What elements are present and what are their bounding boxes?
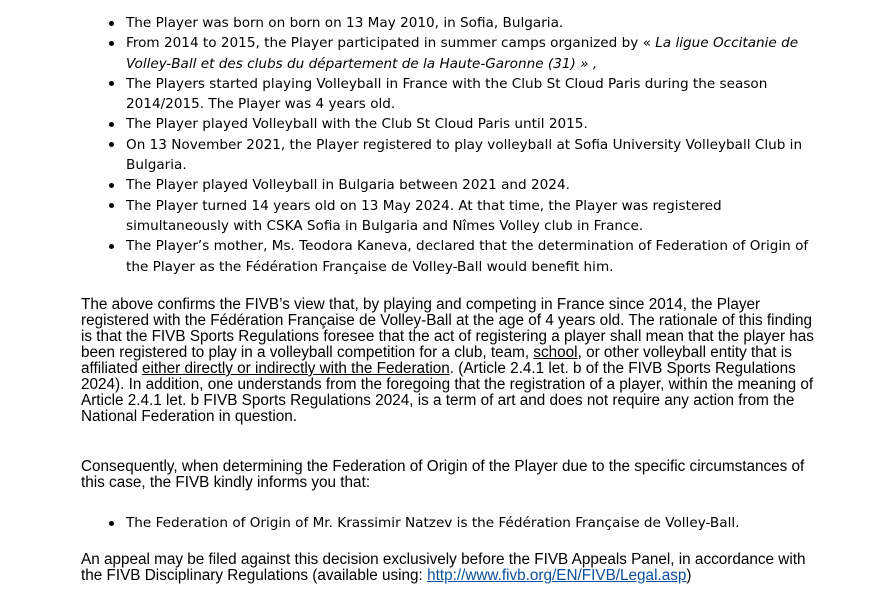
rationale-text: The above confirms the FIVB’s view that, by playing and competing in France since 2014, the Player registered with the Fédération Française de Volley-Ball at the age of 4 years old. The rationale of this finding is that the FIVB Sports Regulations foresee that the act of registering a player shall mean that the player has been registered to play in a volleyball competition for a club, team,: [81, 296, 814, 361]
rationale-text: , or other volleyball entity that is affiliated: [81, 344, 792, 377]
rationale-text: . (Article 2.4.1 let. b of the FIVB Sports Regulations 2024). In addition, one understands from the foregoing that the registration of a player, within the meaning of Article 2.4.1 let. b FIVB Sports Regulations 2024, is a term of art and does not require any action from the National Federation in question.: [81, 360, 814, 425]
school-underlined: school: [533, 344, 578, 361]
rationale-paragraph: [81, 297, 821, 425]
appeal-text: An appeal may be filed against this decision exclusively before the FIVB Appeals Panel, in accordance with the FIVB Disciplinary Regulations (available using:: [81, 551, 806, 584]
fact-item: The Players started playing Volleyball in France with the Club St Cloud Paris during the season 2014/2015. The Player was 4 years old.: [126, 74, 826, 115]
fact-item: On 13 November 2021, the Player registered to play volleyball at Sofia University Volleyball Club in Bulgaria.: [126, 135, 826, 176]
federation-underlined: either directly or indirectly with the Federation: [141, 360, 450, 377]
facts-list: [126, 13, 826, 277]
appeal-paragraph: [81, 552, 821, 584]
regulations-link[interactable]: http://www.fivb.org/EN/FIVB/Legal.asp: [427, 567, 687, 584]
appeal-tail: ): [686, 567, 692, 584]
fact-item: The Player was born on born on 13 May 2010, in Sofia, Bulgaria.: [126, 13, 826, 33]
decision-item: The Federation of Origin of Mr. Krassimir Natzev is the Fédération Française de Volley-Ball.: [126, 513, 826, 533]
conclusion-paragraph: Consequently, when determining the Federation of Origin of the Player due to the specific circumstances of this case, the FIVB kindly informs you that:: [81, 458, 805, 491]
fact-item: The Player turned 14 years old on 13 May 2024. At that time, the Player was registered simultaneously with CSKA Sofia in Bulgaria and Nîmes Volley club in France.: [126, 196, 826, 237]
fact-italic-text: La ligue Occitanie de Volley-Ball et des clubs du département de la Haute-Garonne (31) » ,: [126, 35, 799, 72]
fact-item: [126, 33, 826, 74]
fact-item: The Player played Volleyball in Bulgaria between 2021 and 2024.: [126, 175, 826, 195]
fact-item: The Player played Volleyball with the Club St Cloud Paris until 2015.: [126, 114, 826, 134]
fact-text: From 2014 to 2015, the Player participated in summer camps organized by «: [126, 35, 656, 52]
decision-list: [126, 513, 826, 533]
fact-item: The Player’s mother, Ms. Teodora Kaneva, declared that the determination of Federation of Origin of the Player as the Fédération Française de Volley-Ball would benefit him.: [126, 236, 826, 277]
